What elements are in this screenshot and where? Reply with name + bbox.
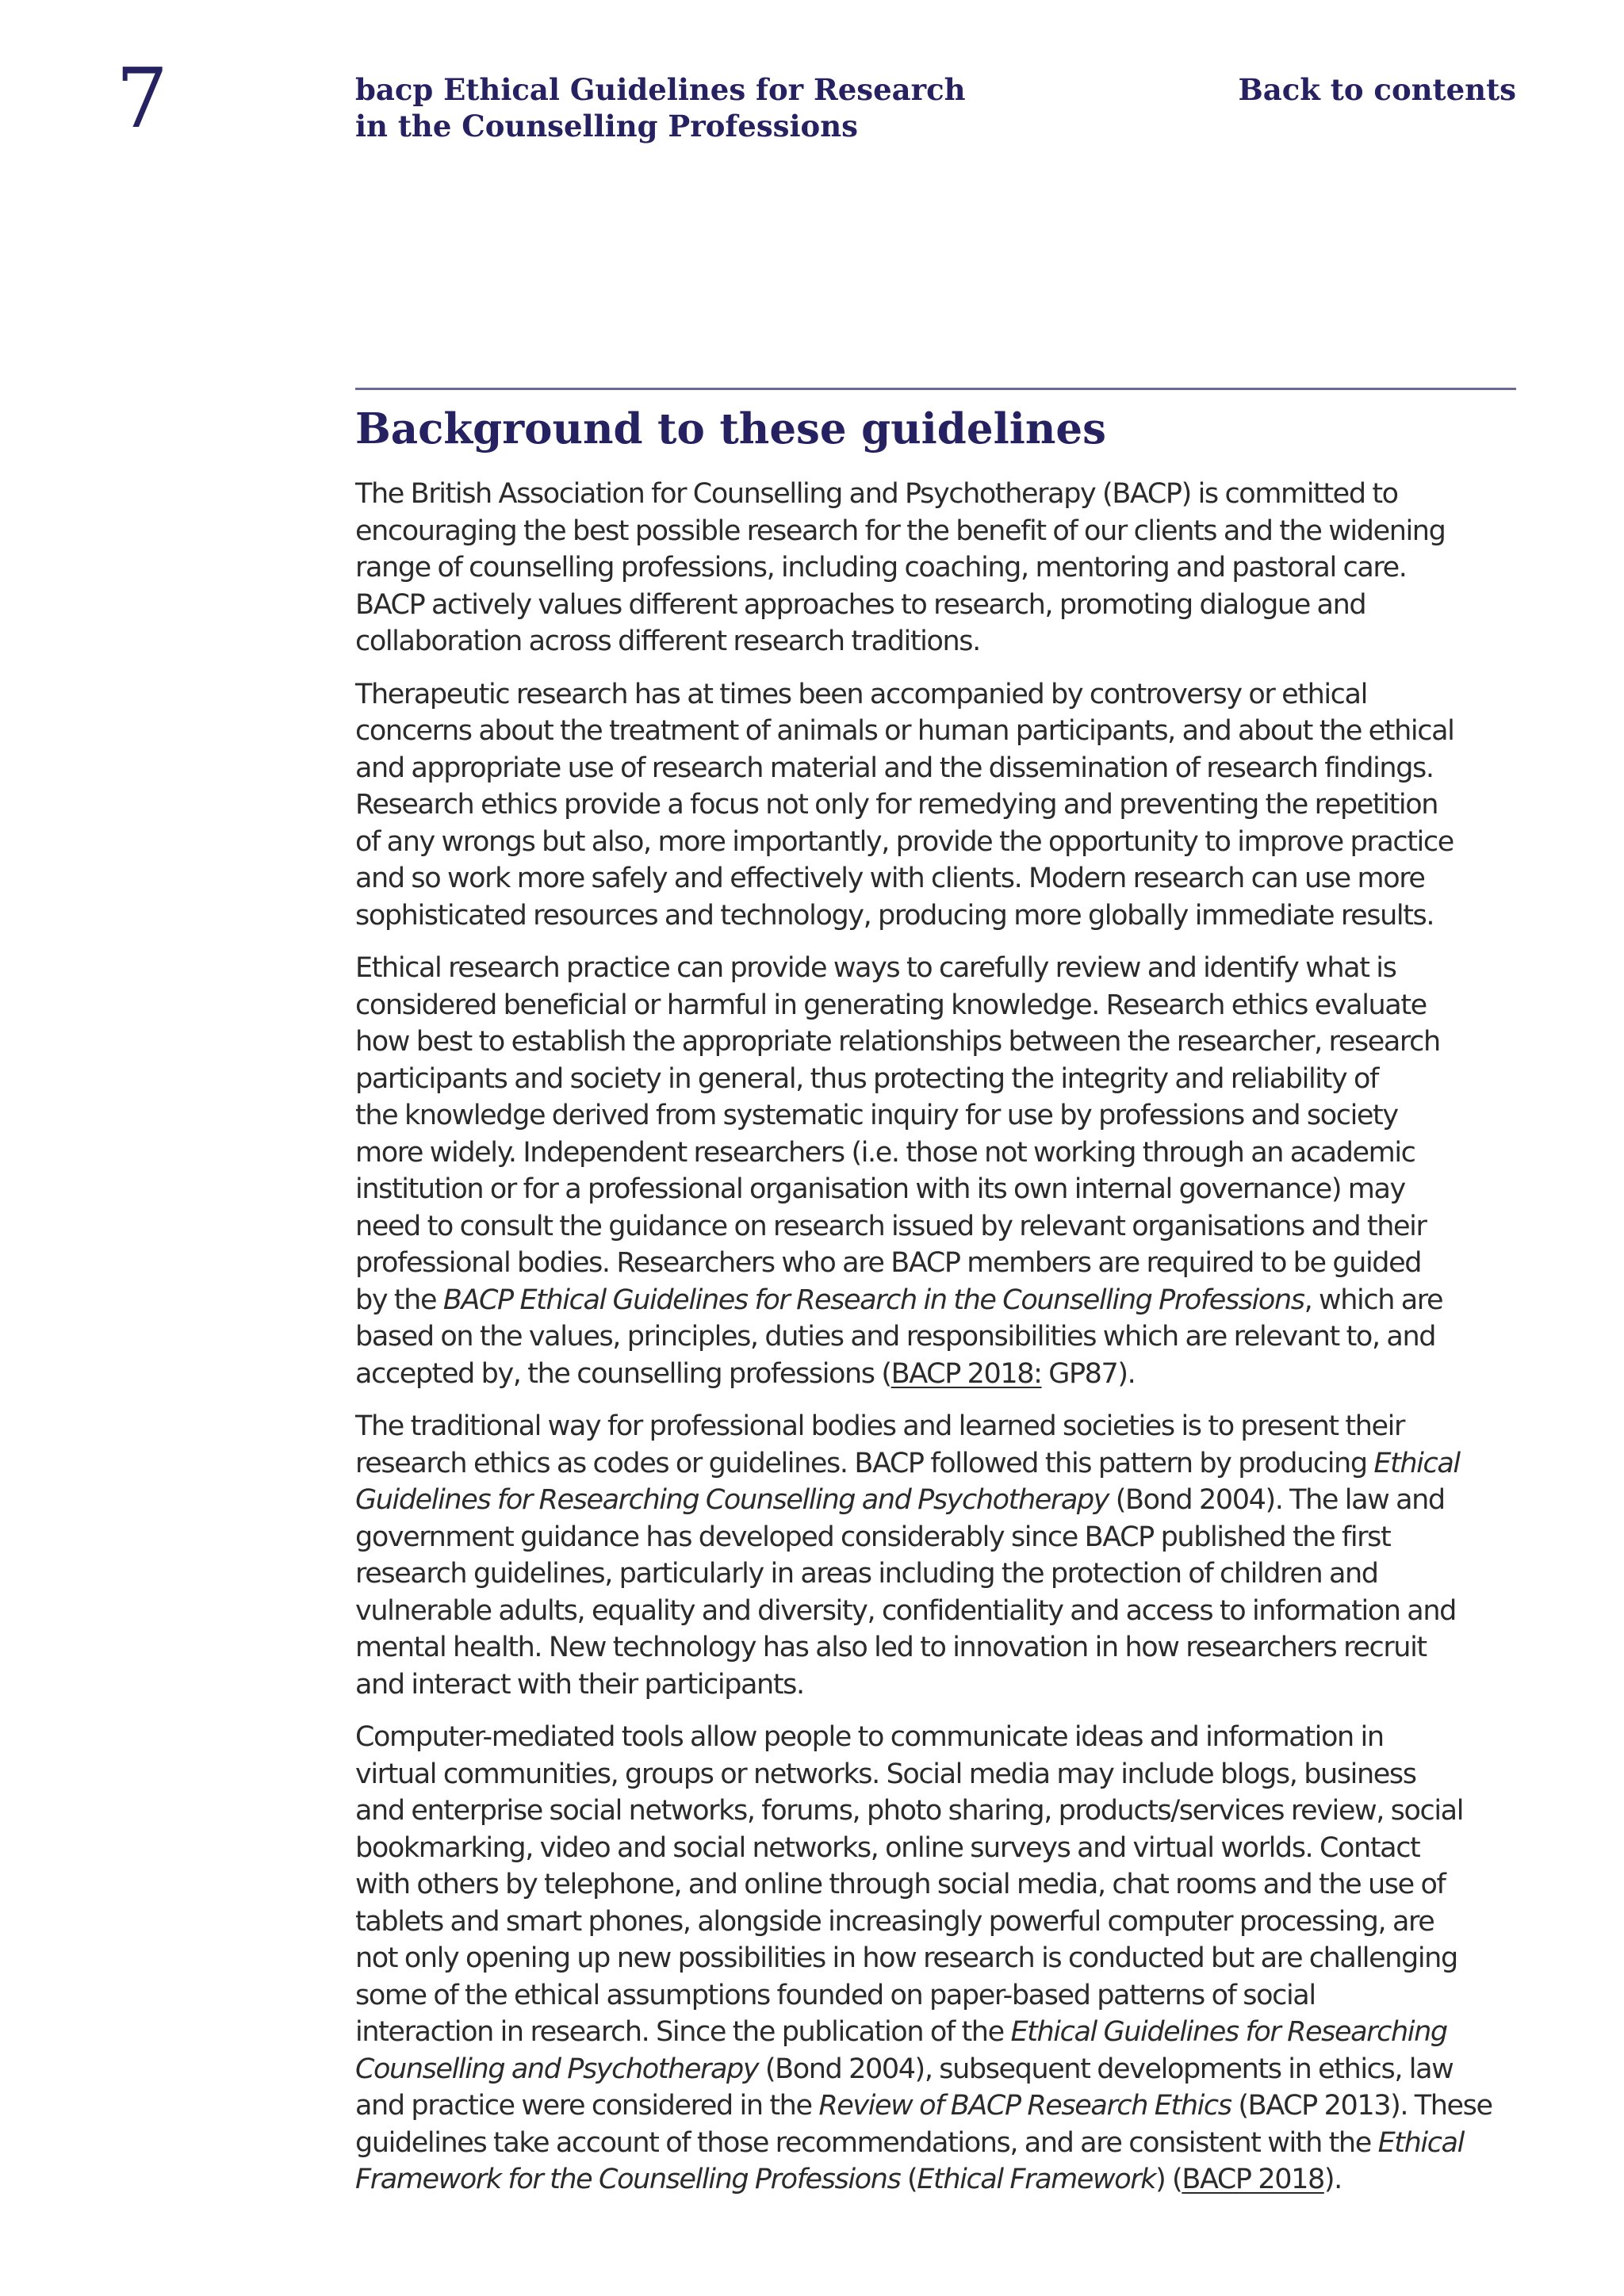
text-line: collaboration across different research traditions. (355, 626, 980, 657)
text-line: more widely. Independent researchers (i.e. those not working through an academic (355, 1136, 1415, 1169)
text-line: sophisticated resources and technology, producing more globally immediate results. (355, 899, 1434, 932)
back-to-contents-link[interactable]: Back to contents (1238, 72, 1516, 107)
text-line: The traditional way for professional bodies and learned societies is to present their (355, 1410, 1404, 1442)
paragraph-traditional-way (355, 1408, 1517, 1703)
section-divider (355, 388, 1516, 390)
guidelines-title-italic: BACP Ethical Guidelines for Research in the Counselling Professions (442, 1284, 1304, 1316)
text-line: encouraging the best possible research for the benefit of our clients and the widening (355, 515, 1446, 547)
text-line: and so work more safely and effectively with clients. Modern research can use more (355, 863, 1425, 894)
text-line: and interact with their participants. (355, 1668, 804, 1701)
text-line: participants and society in general, thus protecting the integrity and reliability of (355, 1062, 1378, 1095)
text-line: how best to establish the appropriate relationships between the researcher, research (355, 1026, 1440, 1058)
text-line: accepted by, the counselling professions (BACP 2018: GP87). (355, 1357, 1136, 1390)
text-line: institution or for a professional organisation with its own internal governance) may (355, 1173, 1405, 1205)
text-line: not only opening up new possibilities in how research is conducted but are challenging (355, 1942, 1457, 1974)
text-line: research guidelines, particularly in areas including the protection of children and (355, 1558, 1378, 1590)
text-line: vulnerable adults, equality and diversity, confidentiality and access to information and (355, 1594, 1456, 1627)
text-line: Guidelines for Researching Counselling and Psychotherapy (Bond 2004). The law and (355, 1484, 1445, 1516)
text-line: Therapeutic research has at times been accompanied by controversy or ethical (355, 678, 1367, 710)
paragraph-therapeutic-research (355, 676, 1517, 935)
text-line: some of the ethical assumptions founded on paper-based patterns of social (355, 1979, 1316, 2011)
main-content (355, 403, 1517, 2214)
text-line: need to consult the guidance on research issued by relevant organisations and their (355, 1210, 1427, 1242)
text-line: mental health. New technology has also led to innovation in how researchers recruit (355, 1632, 1427, 1663)
page-number: 7 (116, 50, 169, 147)
text-line: based on the values, principles, duties and responsibilities which are relevant to, and (355, 1321, 1436, 1353)
text-line: tablets and smart phones, alongside increasingly powerful computer processing, are (355, 1905, 1434, 1938)
text-line: and appropriate use of research material and the dissemination of research findings. (355, 752, 1434, 784)
bacp-2018-reference-link[interactable]: BACP 2018: (891, 1357, 1042, 1390)
paragraph-ethical-practice (355, 950, 1517, 1392)
text-line: Framework for the Counselling Professions (Ethical Framework) (BACP 2018). (355, 2164, 1342, 2195)
section-heading: Background to these guidelines (355, 404, 1106, 453)
text-line: professional bodies. Researchers who are BACP members are required to be guided (355, 1247, 1422, 1279)
paragraph-intro (355, 476, 1517, 660)
text-line: Counselling and Psychotherapy (Bond 2004), subsequent developments in ethics, law (355, 2053, 1454, 2085)
text-line: concerns about the treatment of animals or human participants, and about the ethical (355, 715, 1454, 747)
text-line: Research ethics provide a focus not only for remedying and preventing the repetition (355, 789, 1438, 821)
text-line: the knowledge derived from systematic inquiry for use by professions and society (355, 1100, 1398, 1131)
paragraph-computer-mediated (355, 1719, 1517, 2198)
bacp-2018-framework-link[interactable]: BACP 2018 (1182, 2164, 1324, 2195)
text-line: BACP actively values different approaches to research, promoting dialogue and (355, 588, 1366, 621)
text-line: considered beneficial or harmful in generating knowledge. Research ethics evaluate (355, 989, 1427, 1021)
text-line: range of counselling professions, including coaching, mentoring and pastoral care. (355, 552, 1407, 584)
document-title (355, 71, 966, 144)
text-line: bookmarking, video and social networks, online surveys and virtual worlds. Contact (355, 1831, 1420, 1864)
text-line: The British Association for Counselling and Psychotherapy (BACP) is committed to (355, 478, 1398, 510)
document-title-line: bacp Ethical Guidelines for Research (355, 72, 966, 107)
text-line: guidelines take account of those recommendations, and are consistent with the Ethical (355, 2126, 1464, 2159)
text-line: and enterprise social networks, forums, photo sharing, products/services review, social (355, 1795, 1464, 1827)
text-line: virtual communities, groups or networks. Social media may include blogs, business (355, 1758, 1416, 1790)
text-line: interaction in research. Since the publication of the Ethical Guidelines for Researching (355, 2016, 1447, 2048)
text-line: Computer-mediated tools allow people to communicate ideas and information in (355, 1721, 1384, 1753)
text-line: of any wrongs but also, more importantly, provide the opportunity to improve practice (355, 825, 1454, 858)
text-line: Ethical research practice can provide ways to carefully review and identify what is (355, 952, 1396, 984)
document-title-line: in the Counselling Professions (355, 109, 858, 144)
text-line: and practice were considered in the Review of BACP Research Ethics (BACP 2013). These (355, 2090, 1492, 2122)
text-line: with others by telephone, and online through social media, chat rooms and the use of (355, 1869, 1446, 1900)
text-line: government guidance has developed considerably since BACP published the first (355, 1521, 1391, 1553)
text-line: by the BACP Ethical Guidelines for Research in the Counselling Professions, which are (355, 1284, 1443, 1316)
text-line: research ethics as codes or guidelines. BACP followed this pattern by producing Ethical (355, 1447, 1460, 1479)
